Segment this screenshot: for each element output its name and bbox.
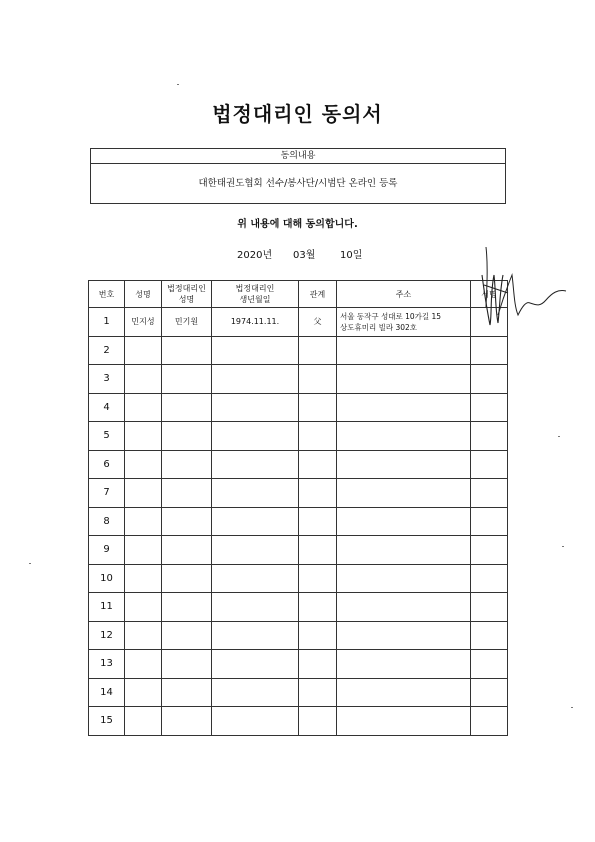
header-name: 성명 — [125, 281, 162, 308]
row-number: 6 — [89, 450, 125, 479]
student-name — [125, 650, 162, 679]
header-relation: 관계 — [299, 281, 337, 308]
table-row — [89, 422, 508, 451]
relation — [299, 336, 337, 365]
address: 서울 동작구 성대로 10가길 15 상도휴미리 빌라 302호 — [337, 308, 471, 337]
signature-cell — [471, 707, 508, 736]
signature-cell — [471, 507, 508, 536]
table-row — [89, 621, 508, 650]
table-row — [89, 650, 508, 679]
table-row — [89, 507, 508, 536]
consent-box — [90, 148, 506, 204]
guardian-birthdate — [212, 479, 299, 508]
address — [337, 621, 471, 650]
signature-cell — [471, 621, 508, 650]
guardian-birthdate — [212, 507, 299, 536]
table-row — [89, 564, 508, 593]
guardian-birthdate: 1974.11.11. — [212, 308, 299, 337]
relation — [299, 707, 337, 736]
address — [337, 650, 471, 679]
signature-cell — [471, 479, 508, 508]
guardian-name — [162, 393, 212, 422]
address — [337, 678, 471, 707]
guardian-birthdate — [212, 336, 299, 365]
table-row — [89, 536, 508, 565]
consent-content: 대한태권도협회 선수/봉사단/시범단 온라인 등록 — [198, 178, 398, 189]
row-number: 14 — [89, 678, 125, 707]
student-name — [125, 507, 162, 536]
signature-cell — [471, 393, 508, 422]
table-row — [89, 678, 508, 707]
guardian-birthdate — [212, 621, 299, 650]
table-header-row — [89, 281, 508, 308]
row-number: 5 — [89, 422, 125, 451]
guardian-birthdate — [212, 650, 299, 679]
address — [337, 564, 471, 593]
guardian-name — [162, 593, 212, 622]
student-name — [125, 564, 162, 593]
scan-speck — [562, 546, 564, 547]
consent-header: 동의내용 — [91, 149, 505, 164]
table-row — [89, 707, 508, 736]
row-number: 1 — [89, 308, 125, 337]
guardian-birthdate — [212, 564, 299, 593]
relation — [299, 422, 337, 451]
row-number: 8 — [89, 507, 125, 536]
relation — [299, 564, 337, 593]
guardian-birthdate — [212, 393, 299, 422]
table-row — [89, 450, 508, 479]
guardian-birthdate — [212, 593, 299, 622]
guardian-birthdate — [212, 422, 299, 451]
signature-cell — [471, 678, 508, 707]
row-number: 7 — [89, 479, 125, 508]
student-name — [125, 336, 162, 365]
guardian-name — [162, 450, 212, 479]
scan-speck — [558, 436, 560, 437]
guardian-birthdate — [212, 450, 299, 479]
row-number: 4 — [89, 393, 125, 422]
guardian-birthdate — [212, 365, 299, 394]
guardian-name — [162, 707, 212, 736]
signature-cell — [471, 422, 508, 451]
agreement-statement: 위 내용에 대해 동의합니다. — [237, 219, 358, 230]
row-number: 3 — [89, 365, 125, 394]
guardian-name — [162, 365, 212, 394]
guardian-birthdate — [212, 536, 299, 565]
relation — [299, 678, 337, 707]
table-row — [89, 393, 508, 422]
relation — [299, 650, 337, 679]
student-name — [125, 707, 162, 736]
student-name: 민지성 — [125, 308, 162, 337]
row-number: 12 — [89, 621, 125, 650]
student-name — [125, 422, 162, 451]
student-name — [125, 479, 162, 508]
guardian-name — [162, 678, 212, 707]
student-name — [125, 678, 162, 707]
relation — [299, 479, 337, 508]
scan-speck — [571, 707, 573, 708]
scan-speck — [29, 563, 31, 564]
row-number: 15 — [89, 707, 125, 736]
table-row — [89, 308, 508, 337]
relation — [299, 593, 337, 622]
header-signature: 서명 — [471, 281, 508, 308]
student-name — [125, 365, 162, 394]
signature-cell — [471, 564, 508, 593]
guardian-name — [162, 536, 212, 565]
address — [337, 450, 471, 479]
guardian-name — [162, 621, 212, 650]
student-name — [125, 393, 162, 422]
address — [337, 422, 471, 451]
student-name — [125, 621, 162, 650]
guardian-name — [162, 650, 212, 679]
guardian-name — [162, 422, 212, 451]
row-number: 13 — [89, 650, 125, 679]
student-name — [125, 450, 162, 479]
address — [337, 593, 471, 622]
guardian-birthdate — [212, 707, 299, 736]
student-name — [125, 593, 162, 622]
address — [337, 507, 471, 536]
guardian-name — [162, 479, 212, 508]
table-body — [89, 308, 508, 736]
signature-cell — [471, 650, 508, 679]
relation — [299, 536, 337, 565]
student-name — [125, 536, 162, 565]
row-number: 11 — [89, 593, 125, 622]
relation: 父 — [299, 308, 337, 337]
relation — [299, 621, 337, 650]
document-title: 법정대리인 동의서 — [212, 102, 383, 126]
relation — [299, 450, 337, 479]
table-row — [89, 593, 508, 622]
date-year: 2020년 — [237, 250, 273, 261]
row-number: 9 — [89, 536, 125, 565]
guardian-name — [162, 507, 212, 536]
row-number: 2 — [89, 336, 125, 365]
signature-image — [470, 245, 580, 345]
header-address: 주소 — [337, 281, 471, 308]
header-guardian-name: 법정대리인 성명 — [162, 281, 212, 308]
signature-cell — [471, 365, 508, 394]
table-row — [89, 336, 508, 365]
address — [337, 479, 471, 508]
table-row — [89, 365, 508, 394]
address — [337, 365, 471, 394]
scan-speck — [177, 84, 179, 85]
signature-cell — [471, 593, 508, 622]
header-guardian-birth: 법정대리인 생년월일 — [212, 281, 299, 308]
address — [337, 707, 471, 736]
header-no: 번호 — [89, 281, 125, 308]
address — [337, 393, 471, 422]
guardian-name — [162, 336, 212, 365]
date-month: 03월 — [293, 250, 316, 261]
relation — [299, 365, 337, 394]
table-row — [89, 479, 508, 508]
guardian-name: 민기원 — [162, 308, 212, 337]
address — [337, 336, 471, 365]
signature-cell — [471, 450, 508, 479]
date-day: 10일 — [340, 250, 363, 261]
guardian-table — [88, 280, 508, 736]
relation — [299, 393, 337, 422]
guardian-name — [162, 564, 212, 593]
relation — [299, 507, 337, 536]
signature-cell — [471, 536, 508, 565]
row-number: 10 — [89, 564, 125, 593]
guardian-birthdate — [212, 678, 299, 707]
address — [337, 536, 471, 565]
